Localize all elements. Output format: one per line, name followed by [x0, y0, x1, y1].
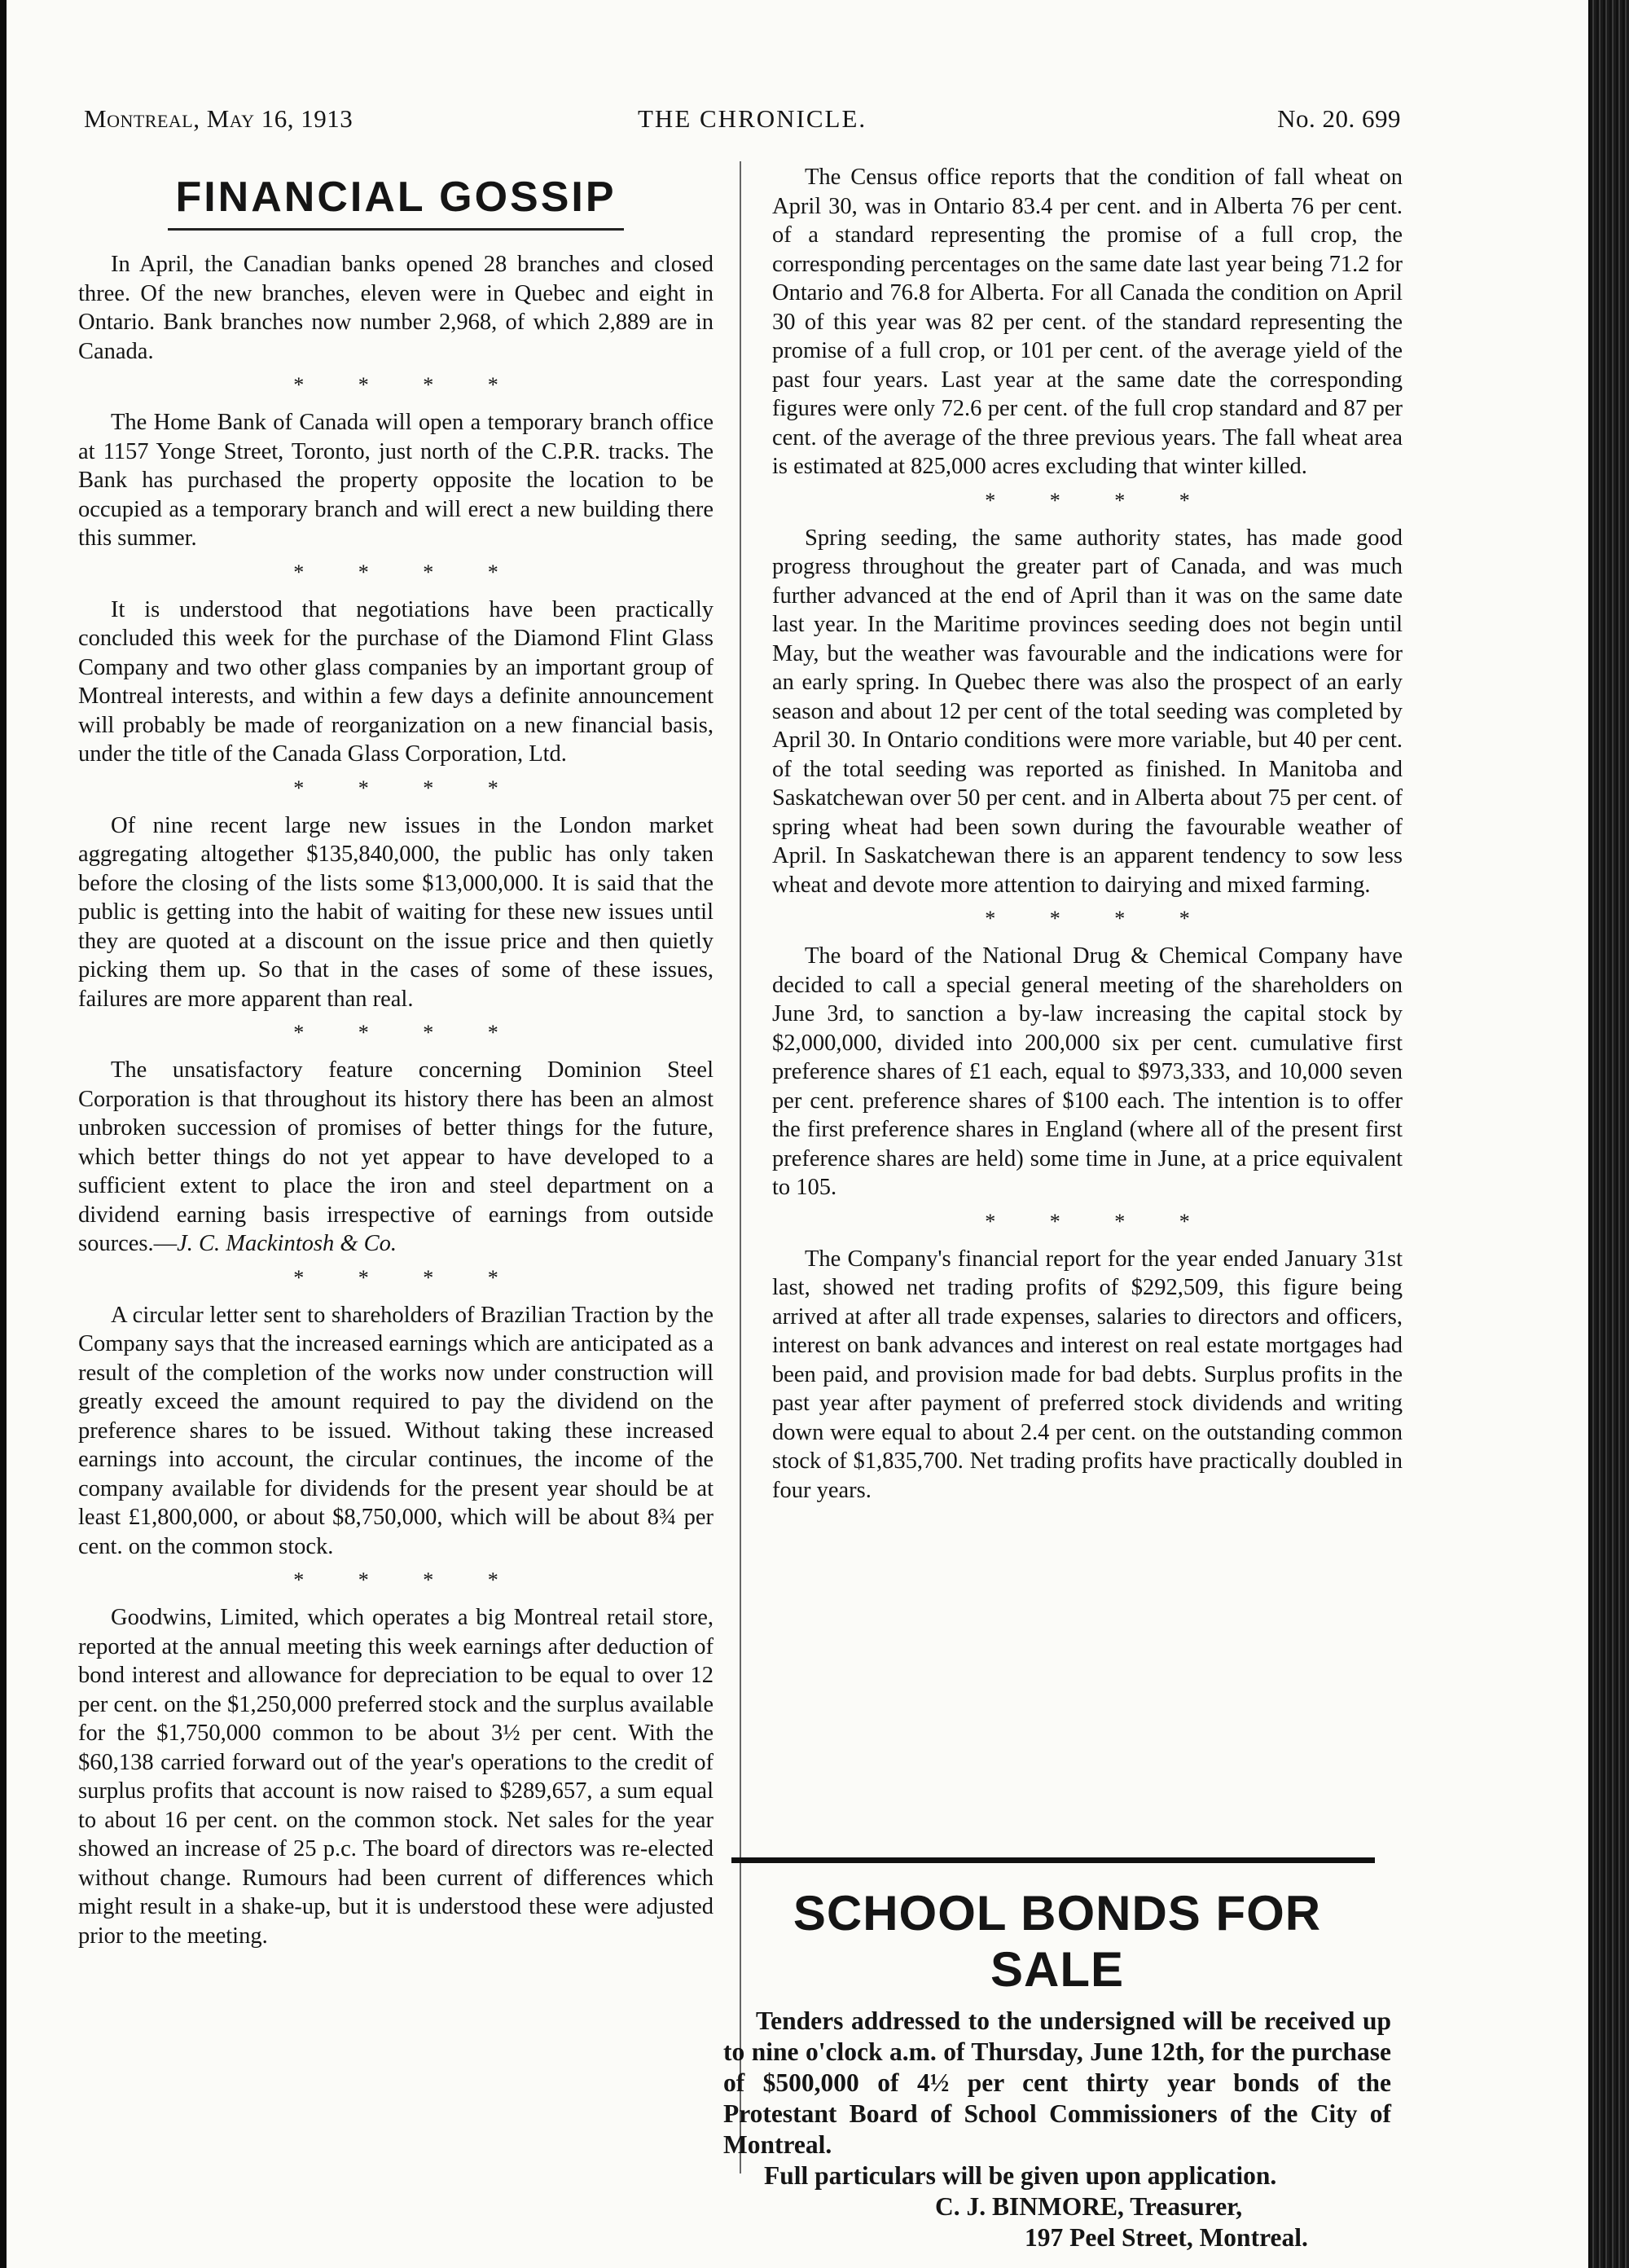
- advertisement-title: SCHOOL BONDS FOR SALE: [793, 1886, 1322, 1997]
- separator-stars: * * * *: [985, 1209, 1214, 1233]
- separator-stars: * * * *: [985, 488, 1214, 512]
- advertisement-particulars: Full particulars will be given upon application.: [764, 2161, 1277, 2190]
- article-glass-companies: It is understood that negotiations have been practically concluded this week for the purchase of the Diamond Flint Glass Company and two other glass companies by an important group of Montreal interests, and within a few days a definite announcement will probably be made of reorganization on a new financial basis, under the title of the Canada Glass Corporation, Ltd.: [78, 596, 714, 767]
- article-brazilian-traction: A circular letter sent to shareholders of Brazilian Traction by the Company says that the increased earnings which are anticipated as a result of the completion of the works now under construction will greatly exceed the amount required to pay the dividend on the preference shares to be issued. Without taking these increased earnings into account, the circular continues, the income of the company available for dividends for the present year should be at least £1,800,000, or about $8,750,000, which will be about 8¾ per cent. on the common stock.: [78, 1302, 714, 1559]
- newspaper-page: [7, 0, 1588, 2268]
- separator-stars: * * * *: [293, 1568, 523, 1592]
- separator-stars: * * * *: [293, 776, 523, 800]
- article-fall-wheat: The Census office reports that the condition of fall wheat on April 30, was in Ontario 83.4 per cent. and in Alberta 76 per cent. of a standard representing the promise of a full crop, the corresponding percentages on the same date last year being 71.2 for Ontario and 76.8 for Alberta. For all Canada the condition on April 30 of this year was 82 per cent. of the standard representing the promise of a full crop, or 101 per cent. of the average yield of the past four years. Last year at the same date the corresponding figures were only 72.6 per cent. of the full crop standard and 87 per cent. of the average of the three previous years. The fall wheat area is estimated at 825,000 acres excluding that winter killed.: [772, 165, 1403, 479]
- column-divider: [740, 161, 741, 2174]
- advertisement-rule: [731, 1857, 1375, 1863]
- binding-edge: [1590, 0, 1629, 2268]
- publication-title: THE CHRONICLE.: [638, 104, 867, 133]
- separator-stars: * * * *: [293, 1021, 523, 1044]
- advertisement-signatory: C. J. BINMORE, Treasurer,: [935, 2192, 1243, 2221]
- separator-stars: * * * *: [293, 560, 523, 584]
- dominion-steel-text: The unsatisfactory feature concerning Dominion Steel Corporation is that throughout its history there has been an almost unbroken succession of promises of better things for the future, which better things do not yet appear to have developed to a sufficient extent to place the iron and steel department on a dividend earning basis irrespective of earnings from outside sources.—: [78, 1057, 714, 1256]
- article-goodwins: Goodwins, Limited, which operates a big Montreal retail store, reported at the annual meeting this week earnings after deduction of bond interest and allowance for depreciation to be equal to over 12 per cent. on the $1,250,000 preferred stock and the surplus available for the $1,750,000 common to be about 3½ per cent. With the $60,138 carried forward out of the year's operations to the credit of surplus profits that account is now raised to $289,657, a sum equal to about 16 per cent. on the common stock. Net sales for the year showed an increase of 25 p.c. The board of directors was re-elected without change. Rumours had been current of differences which might result in a shake-up, but it is understood these were adjusted prior to the meeting.: [78, 1605, 714, 1949]
- separator-stars: * * * *: [985, 907, 1214, 930]
- article-national-drug: The board of the National Drug & Chemical Company have decided to call a special general meeting of the shareholders on June 3rd, to sanction a by-law increasing the capital stock by $2,000,000, divided into 200,000 six per cent. cumulative first preference shares of £1 each, equal to $973,333, and 10,000 seven per cent. preference shares of $100 each. The intention is to offer the first preference shares in England (where all of the present first preference shares are held) some time in June, at a price equivalent to 105.: [772, 943, 1403, 1200]
- running-head: [84, 104, 1401, 137]
- separator-stars: * * * *: [293, 373, 523, 397]
- left-column: [78, 163, 714, 1950]
- advertisement-body: Tenders addressed to the undersigned will be received up to nine o'clock a.m. of Thursday, June 12th, for the purchase of $500,000 of 4½ per cent thirty year bonds of the Protestant Board of School Commissioners of the City of Montreal.: [723, 2006, 1391, 2159]
- article-signature: J. C. Mackintosh & Co.: [177, 1231, 397, 1256]
- issue-page-number: No. 20. 699: [1277, 104, 1401, 133]
- school-bonds-advertisement: [723, 1874, 1391, 2253]
- headline-rule: [168, 228, 624, 231]
- article-dominion-steel: [78, 1056, 714, 1259]
- article-bank-branches: In April, the Canadian banks opened 28 branches and closed three. Of the new branches, eleven were in Quebec and eight in Ontario. Bank branches now number 2,968, of which 2,889 are in Canada.: [78, 252, 714, 364]
- separator-stars: * * * *: [293, 1265, 523, 1290]
- article-london-issues: Of nine recent large new issues in the London market aggregating altogether $135,840,000, the public has only taken before the closing of the lists some $13,000,000. It is said that the public is getting into the habit of waiting for these new issues until they are quoted at a discount on the issue price and then quietly picking them up. So that in the cases of some of these issues, failures are more apparent than real.: [78, 812, 714, 1012]
- advertisement-address: 197 Peel Street, Montreal.: [1025, 2223, 1308, 2252]
- article-spring-seeding: Spring seeding, the same authority states, has made good progress throughout the greater part of Canada, and was much further advanced at the end of April than it was on the same date last year. In the Maritime provinces seeding does not begin until May, but the weather was favourable and the indications were for an early spring. In Quebec there was also the prospect of an early season and about 12 per cent of the total seeding was completed by April 30. In Ontario conditions were more variable, but 40 per cent. of the total seeding was reported as finished. In Manitoba and Saskatchewan over 50 per cent. and in Alberta about 75 per cent. of spring wheat had been sown during the favourable weather of April. In Saskatchewan there is an apparent tendency to sow less wheat and devote more attention to dairying and mixed farming.: [772, 525, 1403, 898]
- article-company-report: The Company's financial report for the year ended January 31st last, showed net trading profits of $292,509, this figure being arrived at after all trade expenses, salaries to directors and officers, interest on bank advances and interest on real estate mortgages had been paid, and provision made for bad debts. Surplus profits in the past year after payment of preferred stock dividends and writing down were equal to about 2.4 per cent. on the outstanding common stock of $1,835,700. Net trading profits have practically doubled in four years.: [772, 1246, 1403, 1503]
- article-home-bank: The Home Bank of Canada will open a temporary branch office at 1157 Yonge Street, Toronto, just north of the C.P.R. tracks. The Bank has purchased the property opposite the location to be occupied as a temporary branch and will erect a new building there this summer.: [78, 410, 714, 551]
- dateline: Montreal, May 16, 1913: [84, 104, 353, 133]
- section-headline: FINANCIAL GOSSIP: [175, 174, 617, 221]
- right-column: [772, 163, 1403, 1505]
